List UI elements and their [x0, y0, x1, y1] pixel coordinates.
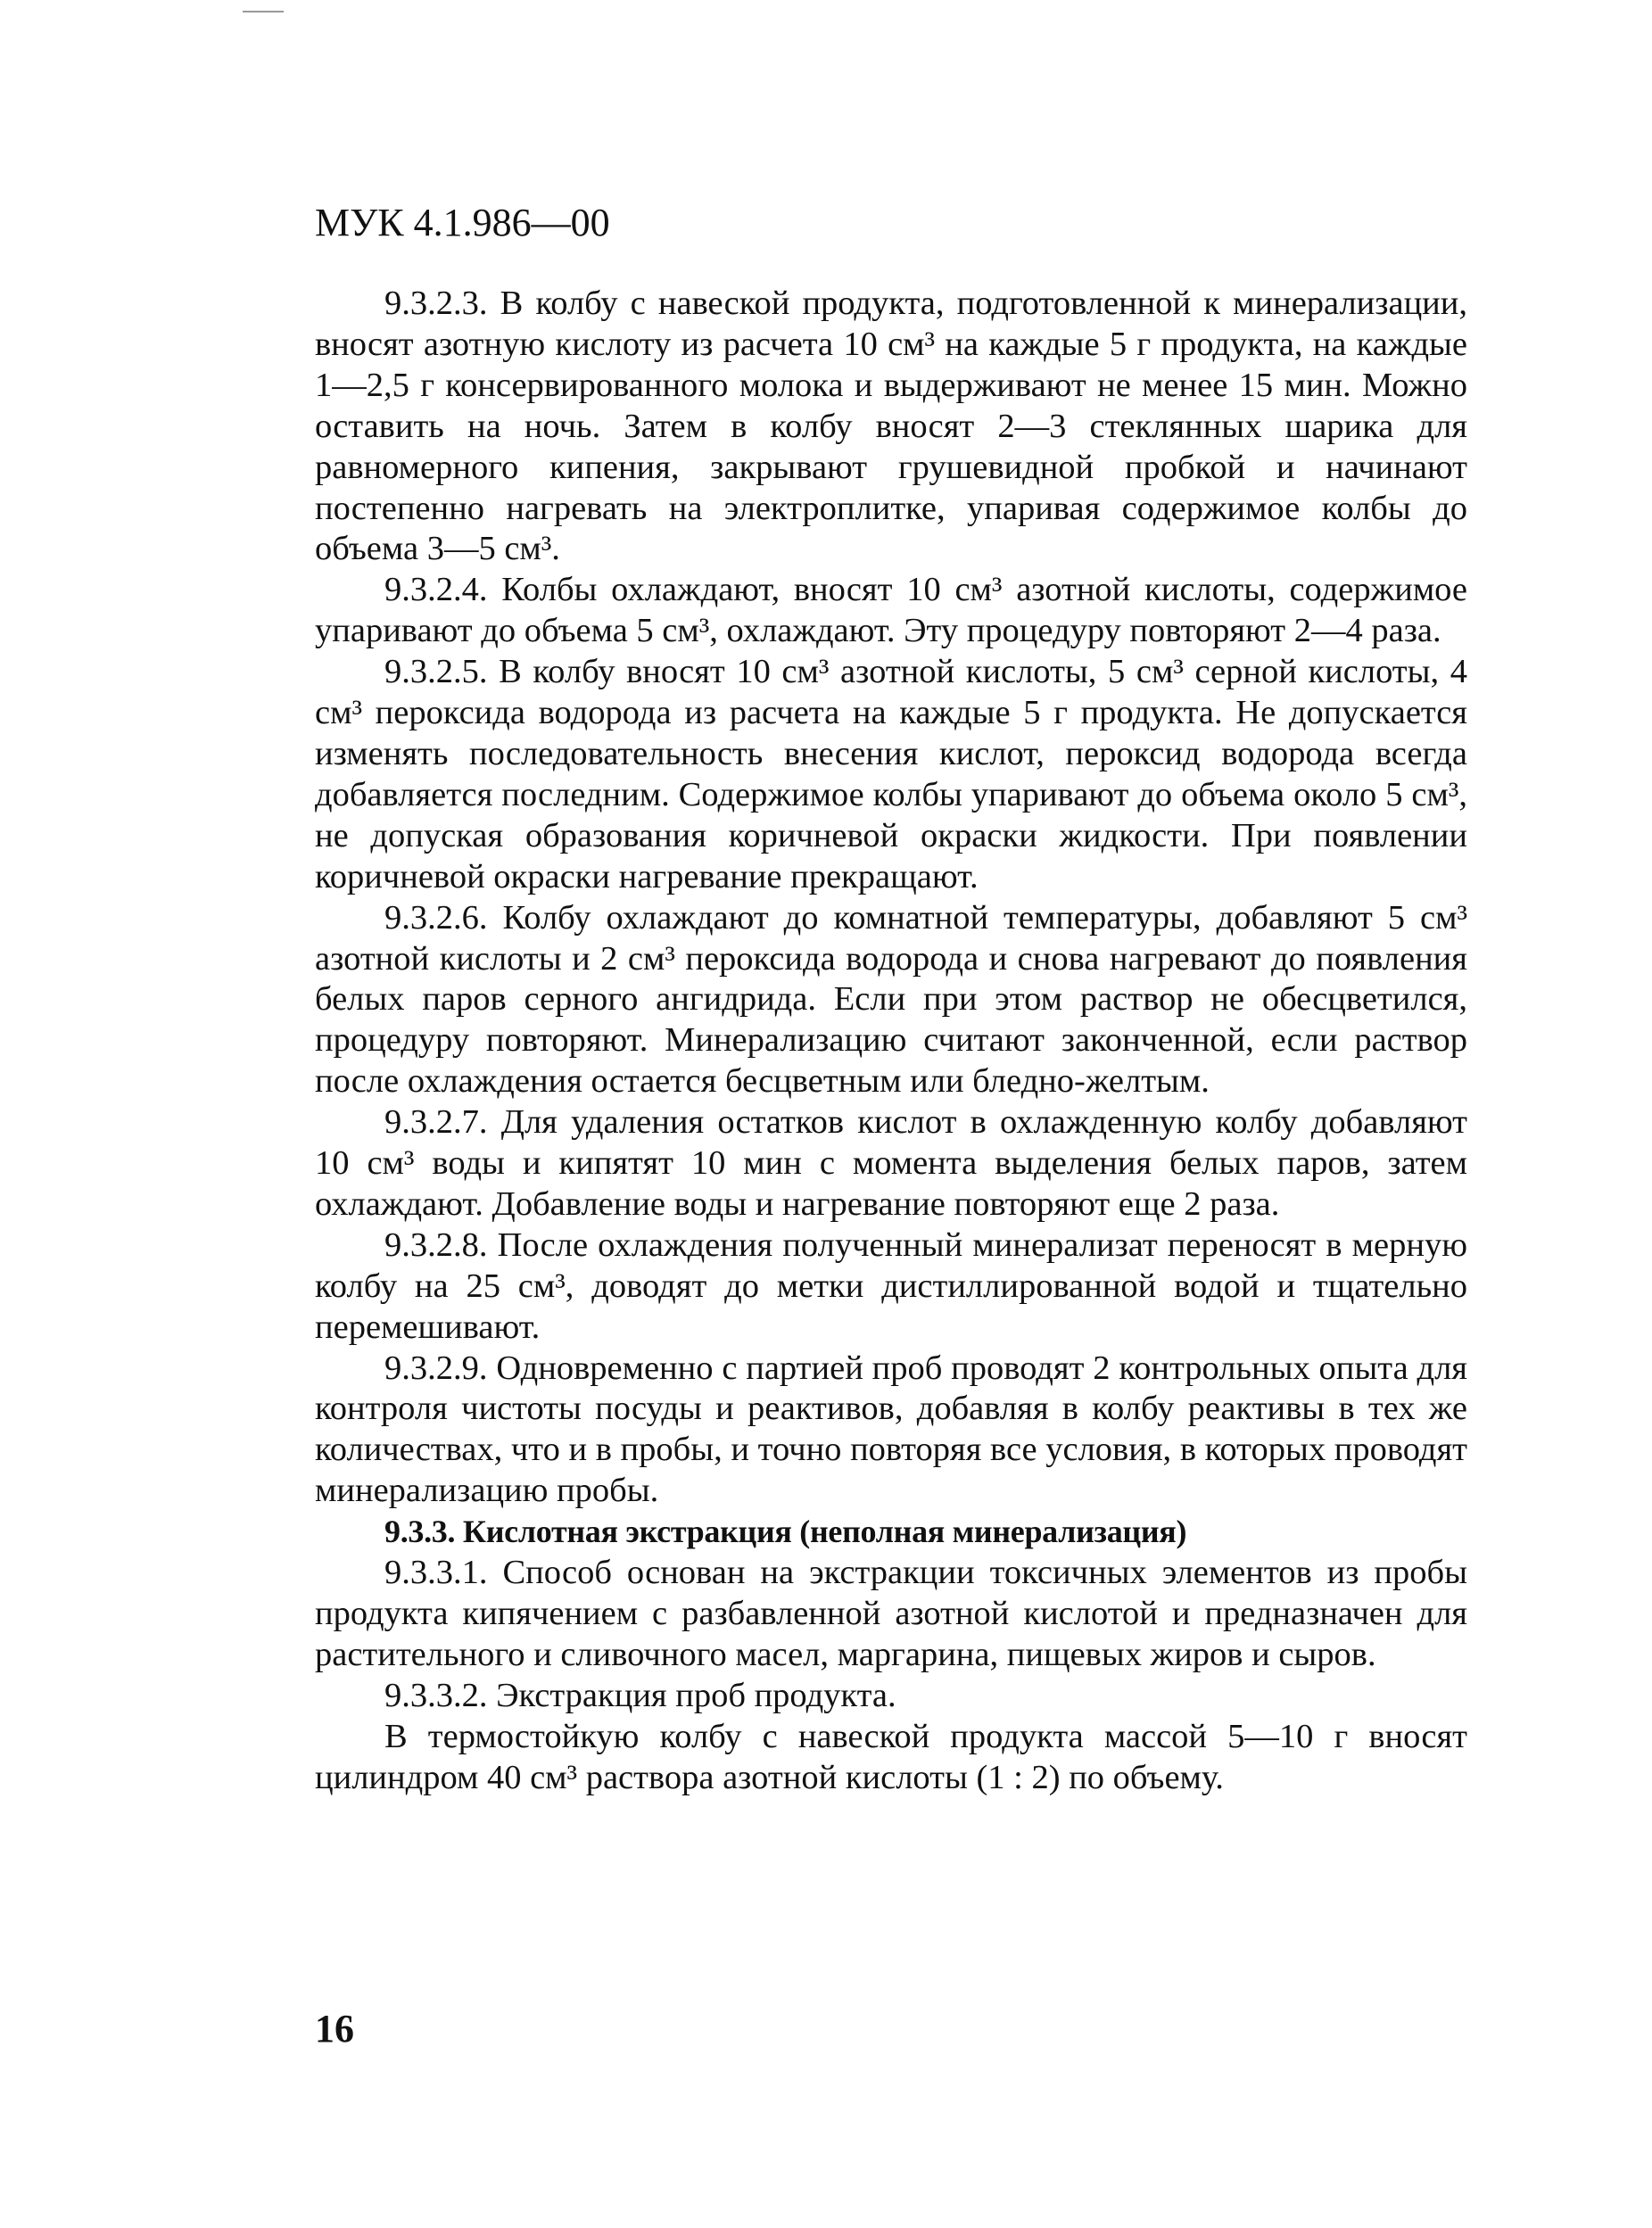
scan-mark [243, 11, 284, 12]
paragraph-9-3-3-2: 9.3.3.2. Экстракция проб продукта. [384, 1676, 896, 1714]
paragraph-9-3-3-1: 9.3.3.1. Способ основан на экстракции токсичных элементов из пробы продукта кипячением с разбавленной азотной кислотой и предназначен для растительного и сливочного масел, маргарина, пищевых жиров и сыров. [315, 1554, 1467, 1673]
document-code: МУК 4.1.986—00 [315, 201, 610, 244]
page-body [315, 284, 1467, 1799]
paragraph-extraction-procedure: В термостойкую колбу с навеской продукта массой 5—10 г вносят цилиндром 40 см³ раствора азотной кислоты (1 : 2) по объему. [315, 1717, 1467, 1796]
paragraph-9-3-2-9: 9.3.2.9. Одновременно с партией проб проводят 2 контрольных опыта для контроля чистоты посуды и реактивов, добавляя в колбу реактивы в тех же количествах, что и в пробы, и точно повторяя все условия, в которых проводят минерализацию пробы. [315, 1349, 1467, 1510]
paragraph-9-3-2-3: 9.3.2.3. В колбу с навеской продукта, подготовленной к минерализации, вносят азотную кислоту из расчета 10 см³ на каждые 5 г продукта, на каждые 1—2,5 г консервированного молока и выдерживают не менее 15 мин. Можно оставить на ночь. Затем в колбу вносят 2—3 стеклянных шарика для равномерного кипения, закрывают грушевидной пробкой и начинают постепенно нагревать на электроплитке, упаривая содержимое колбы до объема 3—5 см³. [315, 285, 1467, 568]
paragraph-9-3-2-5: 9.3.2.5. В колбу вносят 10 см³ азотной кислоты, 5 см³ серной кислоты, 4 см³ пероксида водорода из расчета на каждые 5 г продукта. Не допускается изменять последовательность внесения кислот, пероксид водорода всегда добавляется последним. Содержимое колбы упаривают до объема около 5 см³, не допуская образования коричневой окраски жидкости. При появлении коричневой окраски нагревание прекращают. [315, 653, 1467, 895]
section-heading-9-3-3: 9.3.3. Кислотная экстракция (неполная минерализация) [384, 1514, 1187, 1550]
page-number: 16 [315, 2007, 354, 2051]
paragraph-9-3-2-4: 9.3.2.4. Колбы охлаждают, вносят 10 см³ азотной кислоты, содержимое упаривают до объема 5 см³, охлаждают. Эту процедуру повторяют 2—4 раза. [315, 571, 1467, 650]
paragraph-9-3-2-7: 9.3.2.7. Для удаления остатков кислот в охлажденную колбу добавляют 10 см³ воды и кипятят 10 мин с момента выделения белых паров, затем охлаждают. Добавление воды и нагревание повторяют еще 2 раза. [315, 1103, 1467, 1223]
paragraph-9-3-2-8: 9.3.2.8. После охлаждения полученный минерализат переносят в мерную колбу на 25 см³, доводят до метки дистиллированной водой и тщательно перемешивают. [315, 1225, 1467, 1346]
paragraph-9-3-2-6: 9.3.2.6. Колбу охлаждают до комнатной температуры, добавляют 5 см³ азотной кислоты и 2 см³ пероксида водорода и снова нагревают до появления белых паров серного ангидрида. Если при этом раствор не обесцветился, процедуру повторяют. Минерализацию считают законченной, если раствор после охлаждения остается бесцветным или бледно-желтым. [315, 898, 1467, 1101]
